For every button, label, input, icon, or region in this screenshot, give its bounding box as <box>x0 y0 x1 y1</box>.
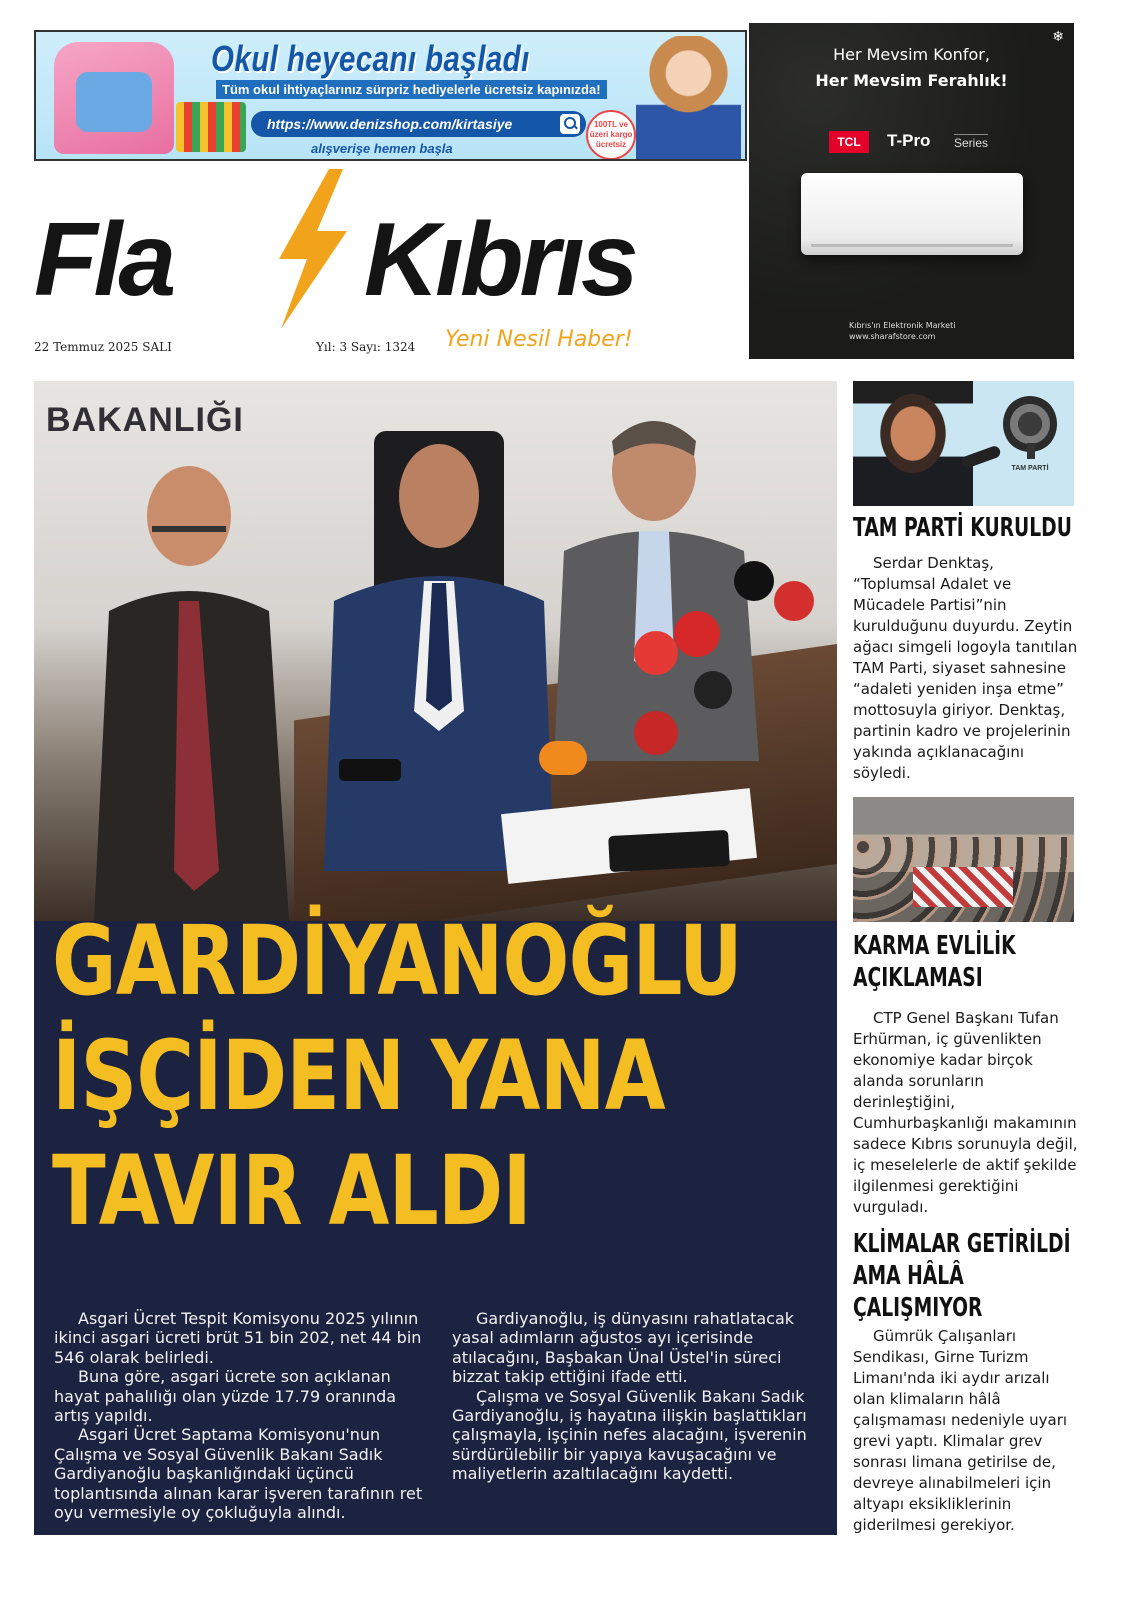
tcl-logo: TCL <box>829 131 869 153</box>
sidebar-headline-2-line-1: KARMA EVLİLİK <box>853 931 1016 961</box>
newspaper-logo[interactable] <box>34 165 734 325</box>
phone-on-table <box>339 759 401 781</box>
paragraph: Gardiyanoğlu, iş dünyasını rahatlatacak yasal adımların ağustos ayı içerisinde atılacağını, Başbakan Ünal Üstel'in süreci bizzat takip ettiğini ifade etti. <box>452 1309 795 1387</box>
ad-url-link[interactable] <box>251 111 586 137</box>
air-conditioner-ad[interactable] <box>749 23 1074 359</box>
sidebar-headline-3-line-3: ÇALIŞMIYOR <box>853 1293 983 1323</box>
logo-text-part2: Kıbrıs <box>364 202 635 318</box>
paragraph: Asgari Ücret Saptama Komisyonu'nun Çalışma ve Sosyal Güvenlik Bakanı Sadık Gardiyanoğlu başkanlığındaki üçüncü toplantısında alınan karar işveren tarafının ret oyu vermesiyle oy çokluğuyla alındı. <box>54 1425 423 1523</box>
microphone-icon <box>539 741 587 775</box>
paragraph: Asgari Ücret Tespit Komisyonu 2025 yılının ikinci asgari ücreti brüt 51 bin 202, net 44 bin 546 olarak belirledi. <box>54 1309 422 1367</box>
ad-headline: Okul heyecanı başladı <box>211 38 530 79</box>
microphone-icon <box>774 581 814 621</box>
logo-text-part1: Fla <box>34 202 173 318</box>
party-logo-text: TAM PARTİ <box>1011 465 1049 472</box>
store-info <box>849 320 955 342</box>
microphone-icon <box>634 711 678 755</box>
ad-cta-link[interactable]: alışverişe hemen başla <box>311 141 453 156</box>
product-series: Series <box>954 136 989 150</box>
school-supplies-ad[interactable] <box>34 30 747 161</box>
search-icon <box>560 114 580 134</box>
paragraph: Çalışma ve Sosyal Güvenlik Bakanı Sadık Gardiyanoğlu, iş hayatına ilişkin başlattıkları çalışmayla, işçinin nefes alacağını, işverenin sürdürülebilir bir yapıya kavuşacağını ve maliyetlerin azaltılacağını kaydetti. <box>452 1386 807 1484</box>
air-conditioner-image <box>801 173 1023 255</box>
ad-subline: Tüm okul ihtiyaçlarınız sürpriz hediyelerle ücretsiz kapınızda! <box>216 80 607 99</box>
phone-on-table-2 <box>608 830 730 872</box>
issue-number: Yıl: 3 Sayı: 1324 <box>316 340 416 354</box>
microphone-icon <box>674 611 720 657</box>
tam-parti-photo[interactable] <box>853 381 1074 506</box>
olive-tree-trunk <box>1027 443 1035 459</box>
headline-line-2: İŞÇİDEN YANA <box>52 1020 665 1132</box>
checkered-tablecloth <box>913 867 1013 907</box>
student-girl-photo <box>636 36 741 160</box>
pencils-illustration <box>176 102 246 152</box>
sidebar-headline-2[interactable] <box>853 930 1076 994</box>
headline-line-3: TAVIR ALDI <box>52 1135 531 1247</box>
sidebar-text-3: Gümrük Çalışanları Sendikası, Girne Turizm Limanı'nda iki aydır arızalı olan klimaların hâlâ çalışmaması nedeniyle uyarı grevi yaptı. Klimalar grev sonrası limana getirilse de, devreye alınabilmeleri için altyapı eksikliklerinin giderilmesi gerekiyor. <box>853 1327 1068 1534</box>
headline-line-1: GARDİYANOĞLU <box>52 905 743 1017</box>
article-column-left <box>54 1309 424 1522</box>
microphone-icon <box>634 631 678 675</box>
product-name: T-Pro <box>887 131 931 150</box>
ad-line-1: Her Mevsim Konfor, <box>833 45 990 64</box>
article-column-right <box>452 1309 824 1484</box>
wall-sign-text: BAKANLIĞI <box>46 401 244 439</box>
microphone-icon <box>694 671 732 709</box>
serdar-denktas-photo <box>853 381 973 506</box>
sidebar-headline-2-line-2: AÇIKLAMASI <box>853 963 983 993</box>
main-story[interactable] <box>34 381 837 1535</box>
press-conference-photo <box>34 381 837 921</box>
lightning-bolt-icon <box>259 169 359 329</box>
sidebar-headline-3[interactable] <box>853 1228 1076 1324</box>
store-tagline: Kıbrıs'ın Elektronik Marketi <box>849 321 956 330</box>
sidebar-text-2: CTP Genel Başkanı Tufan Erhürman, iç güvenlikten ekonomiye kadar birçok alanda sorunların derinleştiğini, Cumhurbaşkanlığı makamının sadece Kıbrıs sorunuyla değil, iç meselelerle de aktif şekilde ilgilenmesi gerektiğini vurguladı. <box>853 1009 1078 1216</box>
free-shipping-badge: 100TL ve üzeri kargo ücretsiz <box>586 110 636 160</box>
backpack-illustration <box>54 42 174 154</box>
sidebar-headline-1[interactable]: TAM PARTİ KURULDU <box>853 513 1072 543</box>
store-url[interactable]: www.sharafstore.com <box>849 332 936 341</box>
sidebar-text-1: Serdar Denktaş, “Toplumsal Adalet ve Mücadele Partisi”nin kurulduğunu duyurdu. Zeytin ağacı simgeli logoyla tanıtılan TAM Parti, siyaset sahnesine “adaleti yeniden inşa etme” mottosuyla giriyor. Denktaş, partinin kadro ve projelerinin yakında açıklanacağını söyledi. <box>853 554 1078 782</box>
slogan: Yeni Nesil Haber! <box>445 327 633 352</box>
man-left-figure <box>74 441 304 921</box>
minister-figure <box>314 411 564 871</box>
ad-url-text: https://www.denizshop.com/kirtasiye <box>267 116 513 132</box>
meeting-photo[interactable] <box>853 797 1074 922</box>
paragraph: Buna göre, asgari ücrete son açıklanan hayat pahalılığı olan yüzde 17.79 oranında artış yapıldı. <box>54 1367 397 1426</box>
snowflake-icon: ❄ <box>1052 29 1064 45</box>
ad-line-2: Her Mevsim Ferahlık! <box>815 71 1008 90</box>
microphone-icon <box>734 561 774 601</box>
publication-date: 22 Temmuz 2025 SALI <box>34 340 172 354</box>
sidebar-headline-3-line-1: KLİMALAR GETİRİLDİ <box>853 1229 1071 1259</box>
sidebar-headline-3-line-2: AMA HÂLÂ <box>853 1261 964 1291</box>
